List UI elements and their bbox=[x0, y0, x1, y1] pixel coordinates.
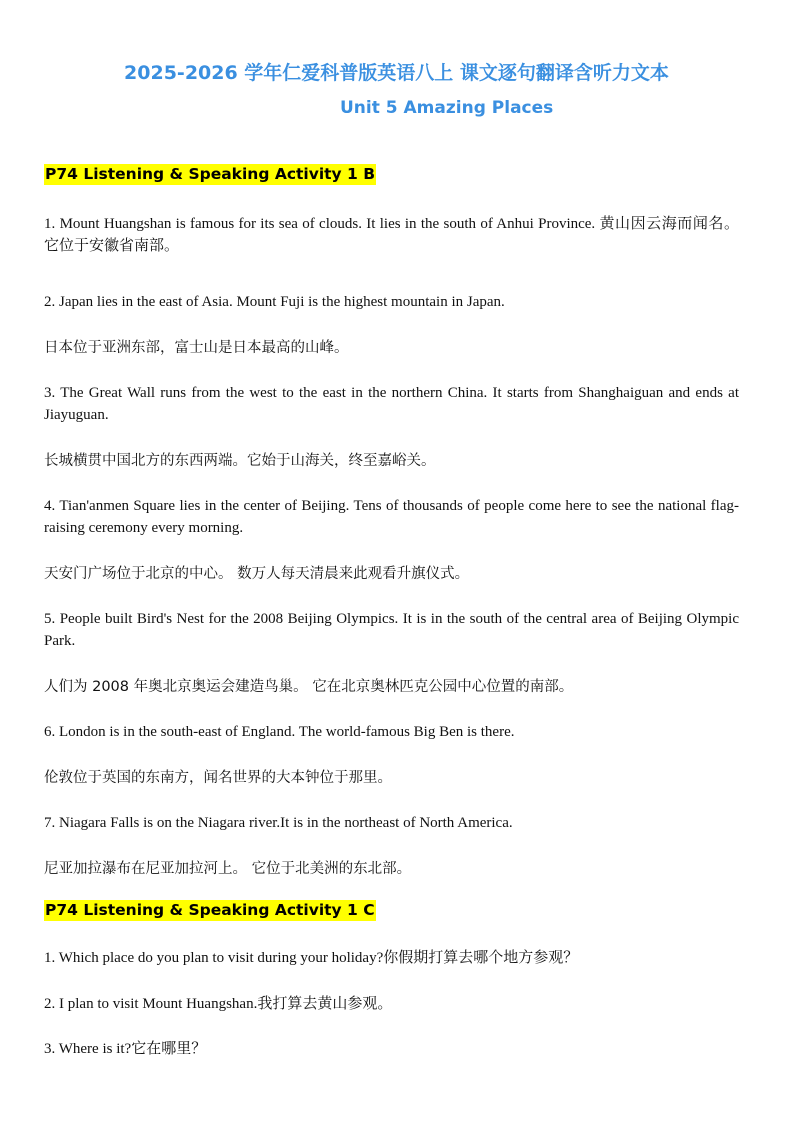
sentence-4-zh: 天安门广场位于北京的中心。 数万人每天清晨来此观看升旗仪式。 bbox=[44, 566, 470, 582]
section-heading-activity-1b bbox=[44, 165, 376, 183]
page-title: 2025-2026 学年仁爱科普版英语八上 课文逐句翻译含听力文本 bbox=[124, 62, 669, 84]
section-heading-activity-1c bbox=[44, 901, 376, 919]
sentence-1: 1. Mount Huangshan is famous for its sea of clouds. It lies in the south of Anhui Province. 黄山因云海而闻名。它位于安徽省南部。 bbox=[44, 216, 739, 254]
sentence-5-en: 5. People built Bird's Nest for the 2008 Beijing Olympics. It is in the south of the central area of Beijing Olympic Park. bbox=[44, 611, 739, 649]
sentence-5-zh: 人们为 2008 年奥北京奥运会建造鸟巢。 它在北京奥林匹克公园中心位置的南部。 bbox=[44, 679, 574, 695]
sentence-2-zh: 日本位于亚洲东部，富士山是日本最高的山峰。 bbox=[44, 340, 349, 356]
sentence-4-en: 4. Tian'anmen Square lies in the center of Beijing. Tens of thousands of people come here to see the national flag-raising ceremony every morning. bbox=[44, 498, 739, 536]
dialogue-line-1: 1. Which place do you plan to visit during your holiday?你假期打算去哪个地方参观？ bbox=[44, 950, 579, 966]
dialogue-line-2: 2. I plan to visit Mount Huangshan.我打算去黄山参观。 bbox=[44, 996, 393, 1012]
sentence-6-zh: 伦敦位于英国的东南方，闻名世界的大本钟位于那里。 bbox=[44, 770, 392, 786]
sentence-3-zh: 长城横贯中国北方的东西两端。它始于山海关，终至嘉峪关。 bbox=[44, 453, 436, 469]
dialogue-line-3: 3. Where is it?它在哪里？ bbox=[44, 1041, 207, 1057]
sentence-3-en: 3. The Great Wall runs from the west to the east in the northern China. It starts from Shanghaiguan and ends at Jiayuguan. bbox=[44, 385, 739, 423]
section-heading-text: P74 Listening & Speaking Activity 1 B bbox=[45, 165, 376, 183]
section-heading-text: P74 Listening & Speaking Activity 1 C bbox=[45, 901, 375, 919]
sentence-7-zh: 尼亚加拉瀑布在尼亚加拉河上。 它位于北美洲的东北部。 bbox=[44, 861, 412, 877]
sentence-2-en: 2. Japan lies in the east of Asia. Mount Fuji is the highest mountain in Japan. bbox=[44, 294, 505, 310]
unit-subtitle: Unit 5 Amazing Places bbox=[340, 98, 554, 118]
sentence-6-en: 6. London is in the south-east of England. The world-famous Big Ben is there. bbox=[44, 724, 515, 740]
sentence-7-en: 7. Niagara Falls is on the Niagara river.It is in the northeast of North America. bbox=[44, 815, 513, 831]
